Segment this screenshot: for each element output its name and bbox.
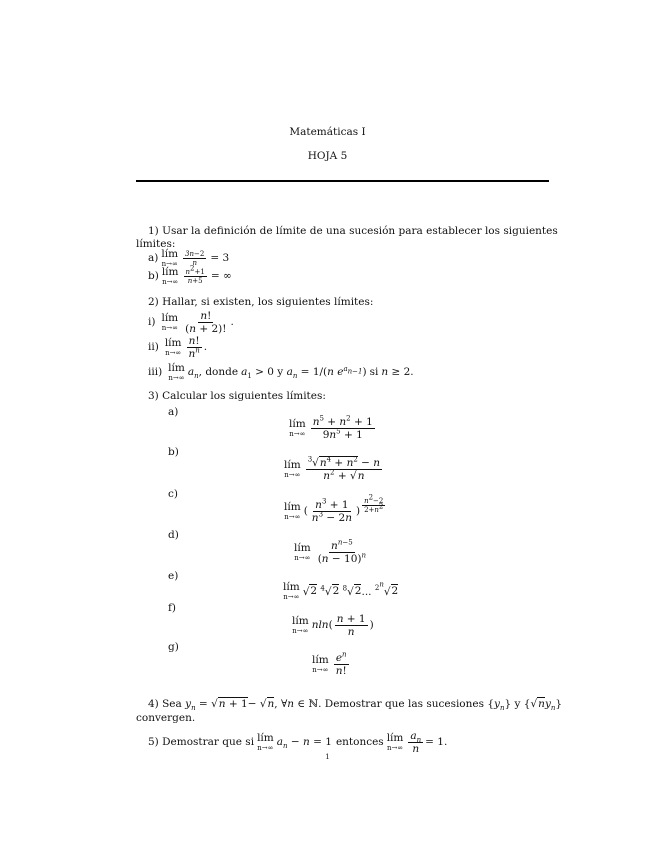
- ex1-b-label: b): [148, 270, 159, 282]
- fraction: $\frac{n^5 + n^2 + 1}{9n^5 + 1}$: [312, 414, 373, 441]
- ex3-a: [286, 416, 377, 441]
- ex3-label-f: f): [168, 602, 176, 614]
- lim-operator: lím n→∞: [161, 266, 179, 286]
- ex1-a-result: = 3: [210, 252, 230, 264]
- ex3-e: lím n→∞ √2 $^4$√2 $^8$√2... $^{2^n}$√2: [283, 580, 399, 601]
- fraction: $\frac{n^3 + 1}{n^3 - 2n}$: [311, 497, 352, 524]
- lim-operator: lím n→∞: [284, 459, 301, 479]
- ex1-b-result: = ∞: [210, 270, 232, 282]
- ex2-iii-cond: si: [369, 366, 379, 378]
- lim-operator: lím n→∞: [292, 615, 309, 635]
- ex2-ii: ii) lím n→∞ $\frac{n!}{n^n}$ .: [148, 335, 208, 360]
- sheet-title: HOJA 5: [307, 150, 348, 162]
- ex2-ii-label: ii): [148, 341, 159, 353]
- ex4-line1: 4) Sea $y_n = √n + 1- √n$, ∀n ∈ ℕ. Demostrar que las sucesiones $\{y_n\}$ y $\{√ny_n\}$: [148, 698, 563, 713]
- ex3-c: lím n→∞ ( $\frac{n^3 + 1}{n^3 - 2n}$ ) $\frac{n^2-2}{2+n^2}$: [284, 493, 384, 524]
- ex2-i-label: i): [148, 316, 156, 328]
- lim-operator: lím n→∞: [257, 732, 274, 752]
- lim-operator: lím n→∞: [294, 542, 311, 562]
- fraction: $\frac{n!}{(n + 2)!}$: [185, 310, 227, 335]
- lim-operator: lím n→∞: [164, 337, 182, 357]
- lim-operator: lím n→∞: [386, 732, 404, 752]
- lim-operator: lím n→∞: [161, 248, 179, 268]
- ex5-start: 5) Demostrar que si: [148, 736, 255, 748]
- ex3-label-a: a): [168, 406, 179, 418]
- ex3-g: [309, 652, 351, 677]
- ex5-mid: entonces: [335, 736, 384, 748]
- fraction: $\frac{a_n}{n}$: [410, 730, 422, 755]
- ex4-mid: . Demostrar que las sucesiones: [318, 698, 484, 710]
- lim-operator: lím n→∞: [312, 654, 329, 674]
- lim-operator: lím n→∞: [168, 362, 185, 382]
- ex3-intro: 3) Calcular los siguientes límites:: [148, 390, 326, 402]
- ex2-intro: 2) Hallar, si existen, los siguientes límites:: [148, 296, 374, 308]
- ex4-start: 4) Sea: [148, 698, 182, 710]
- fraction: $\frac{e^n}{n!}$: [335, 650, 347, 677]
- ex2-i: i) lím n→∞ $\frac{n!}{(n + 2)!}$ .: [148, 310, 234, 335]
- fraction: $\frac{n^2+1}{n+5}$: [185, 264, 205, 285]
- fraction: $\frac{n^{n-5}}{(n - 10)^n}$: [317, 538, 367, 565]
- lim-operator: lím n→∞: [161, 312, 179, 332]
- lim-operator: lím n→∞: [283, 581, 300, 601]
- ex3-label-d: d): [168, 529, 179, 541]
- fraction: $\frac{n + 1}{n}$: [336, 613, 366, 638]
- ex1-intro-cont: límites:: [136, 238, 176, 250]
- fraction: $\frac{^3√n^4 + n^2 - n}{n^2 + √n}$: [307, 455, 381, 482]
- fraction: $\frac{n!}{n^n}$: [188, 335, 200, 360]
- fraction: $\frac{3n-2}{n}$: [185, 250, 205, 267]
- ex3-f: lím n→∞ nln( $\frac{n + 1}{n}$ ): [292, 613, 374, 638]
- ex3-label-g: g): [168, 641, 179, 653]
- ex5: 5) Demostrar que si lím n→∞ $a_n - n = 1$ entonces lím n→∞ $\frac{a_n}{n}$ = 1.: [148, 730, 448, 755]
- header-rule: [136, 180, 549, 182]
- ex3-d: [291, 540, 370, 565]
- page-number: 1: [325, 753, 330, 761]
- ex1-b: [148, 264, 232, 286]
- ex3-label-b: b): [168, 446, 179, 458]
- ex3-label-e: e): [168, 570, 179, 582]
- ex4-line2: convergen.: [136, 712, 196, 724]
- ex1-a-label: a): [148, 252, 159, 264]
- ex1-intro: 1) Usar la definición de límite de una sucesión para establecer los siguientes: [148, 225, 558, 237]
- exponent-fraction: $\frac{n^2-2}{2+n^2}$: [364, 493, 384, 514]
- lim-operator: lím n→∞: [289, 418, 306, 438]
- ex1-a: [148, 249, 229, 268]
- ex4-and: y: [514, 698, 521, 710]
- ex2-iii: iii) lím n→∞ $a_n$ , donde $a_1 > 0$ y $a_n = 1/(n$ $e^{a_{n-1}}$) si n ≥ 2.: [148, 362, 414, 382]
- ex3-label-c: c): [168, 488, 178, 500]
- ex2-iii-label: iii): [148, 366, 163, 378]
- lim-operator: lím n→∞: [284, 501, 301, 521]
- ex2-iii-text: , donde: [198, 366, 239, 378]
- course-title: Matemáticas I: [289, 126, 366, 138]
- ex3-b: [281, 457, 384, 482]
